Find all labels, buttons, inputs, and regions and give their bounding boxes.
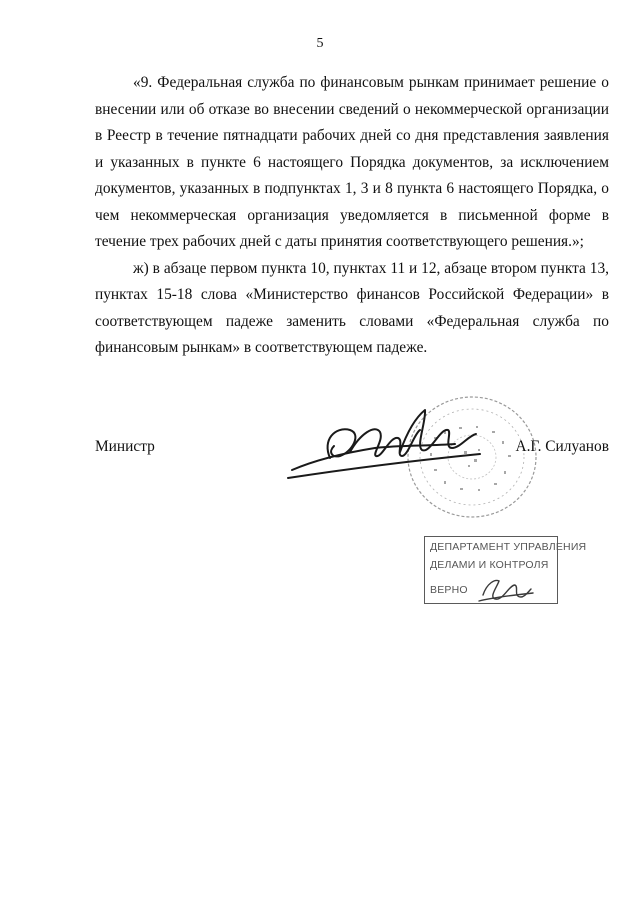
signature-block <box>95 438 609 468</box>
signer-name: А.Г. Силуанов <box>515 438 609 455</box>
stamp-verified-label: ВЕРНО <box>430 584 468 596</box>
signer-title: Министр <box>95 438 155 455</box>
paragraph-item-9: «9. Федеральная служба по финансовым рынкам принимает решение о внесении или об отказе во внесении сведений о некоммерческой организации в Реестр в течение пятнадцати рабочих дней со дня представления заявления и указанных в пункте 6 настоящего Порядка документов, за исключением документов, указанных в подпунктах 1, 3 и 8 пункта 6 настоящего Порядка, о чем некоммерческая организация уведомляется в письменной форме в течение трех рабочих дней с даты принятия соответствующего решения.»; <box>95 74 609 250</box>
certification-stamp <box>424 536 587 604</box>
paragraph-item-zh: ж) в абзаце первом пункта 10, пунктах 11 и 12, абзаце втором пункта 13, пунктах 15-18 слова «Министерство финансов Российской Федерации» в соответствующем падеже заменить словами «Федеральная служба по финансовым рынкам» в соответствующем падеже. <box>95 259 609 356</box>
stamp-department-line: ДЕПАРТАМЕНТ УПРАВЛЕНИЯ <box>430 541 587 553</box>
page-number: 5 <box>316 36 324 51</box>
document-body <box>95 70 609 362</box>
stamp-division-line: ДЕЛАМИ И КОНТРОЛЯ <box>430 559 549 571</box>
stamp-initials-signature-icon <box>475 575 535 605</box>
